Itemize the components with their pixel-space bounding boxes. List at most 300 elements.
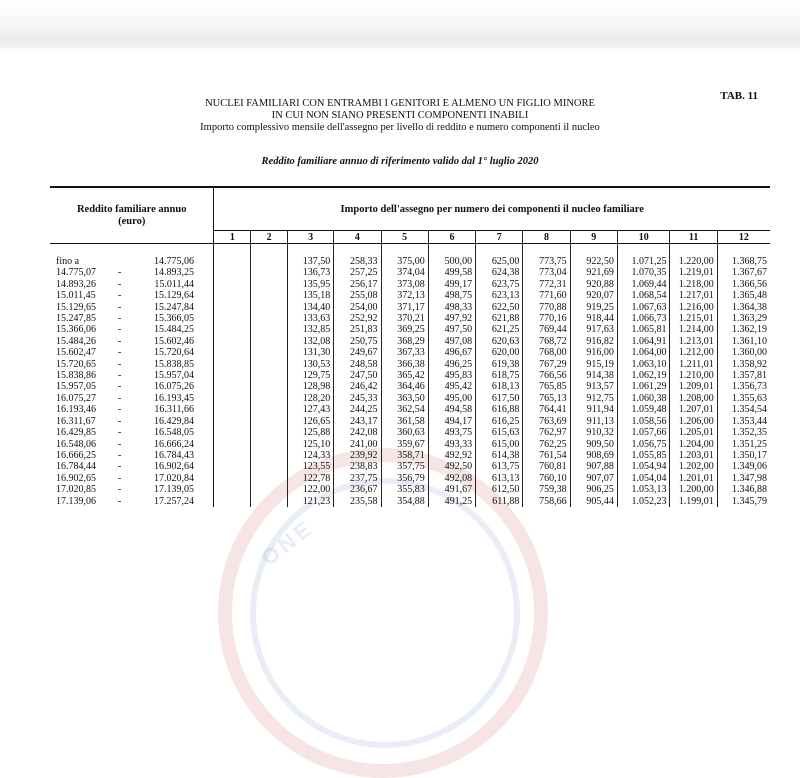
income-range-sep: - [118,381,122,393]
amount-cell [251,450,288,461]
income-range-cell [50,370,214,381]
amount-cell: 1.211,01 [670,359,717,370]
table-row [50,473,770,484]
amount-cell [251,404,288,415]
income-range-to: 15.129,64 [154,290,194,302]
amount-cell [214,359,251,370]
amount-cell [251,461,288,472]
amount-cell: 128,98 [288,381,334,392]
amount-cell: 760,81 [523,461,570,472]
amount-cell: 625,00 [476,256,523,267]
amount-cell [251,381,288,392]
amount-cell: 360,63 [381,427,428,438]
amount-cell: 250,75 [334,336,381,347]
table-row [50,359,770,370]
member-count-col-9: 9 [570,231,617,244]
amount-cell: 137,50 [288,256,334,267]
income-range-cell [50,427,214,438]
income-range-sep: - [118,347,122,359]
amount-cell: 758,66 [523,496,570,507]
amount-cell: 1.200,00 [670,484,717,495]
amount-cell: 616,88 [476,404,523,415]
amount-cell: 615,00 [476,439,523,450]
income-range-sep: - [118,290,122,302]
amount-cell [214,381,251,392]
amount-cell: 246,42 [334,381,381,392]
amount-cell: 618,13 [476,381,523,392]
income-range-to: 15.247,84 [154,301,194,313]
member-count-col-7: 7 [476,231,523,244]
amount-cell: 249,67 [334,347,381,358]
income-range-sep: - [118,335,122,347]
amount-cell: 359,67 [381,439,428,450]
income-range-from: 14.775,07 [56,267,96,279]
amount-cell: 616,25 [476,416,523,427]
amount-cell [251,324,288,335]
amount-cell: 623,13 [476,290,523,301]
amount-cell: 771,60 [523,290,570,301]
amount-cell: 1.059,48 [617,404,670,415]
amount-cell: 919,25 [570,302,617,313]
amount-cell: 917,63 [570,324,617,335]
amount-cell: 356,79 [381,473,428,484]
income-range-sep: - [118,461,122,473]
amount-cell: 1.064,00 [617,347,670,358]
income-range-cell [50,393,214,404]
income-range-cell [50,279,214,290]
income-range-to: 16.548,05 [154,427,194,439]
amount-cell: 371,17 [381,302,428,313]
table-row [50,381,770,392]
amount-cell: 912,75 [570,393,617,404]
amount-cell: 1.065,81 [617,324,670,335]
income-range-sep: - [118,392,122,404]
amount-cell: 492,08 [428,473,475,484]
amount-cell: 764,41 [523,404,570,415]
income-range-from: 16.193,46 [56,404,96,416]
table-row [50,267,770,278]
amount-cell: 759,38 [523,484,570,495]
amount-cell: 1.345,79 [732,495,767,507]
amount-cell: 1.061,29 [617,381,670,392]
title-line-3: Importo complessivo mensile dell'assegno per livello di reddito e numero componenti il nucleo [200,122,600,133]
amount-cell: 357,75 [381,461,428,472]
amount-cell [251,313,288,324]
amount-cell [251,484,288,495]
amount-cell [251,347,288,358]
amount-cell: 1.210,00 [670,370,717,381]
amount-cell: 491,67 [428,484,475,495]
amount-cell: 134,40 [288,302,334,313]
amount-cell: 1.199,01 [670,496,717,507]
amount-cell: 763,69 [523,416,570,427]
income-range-sep: - [118,278,122,290]
amount-cell: 492,92 [428,450,475,461]
income-range-sep: - [118,301,122,313]
amount-cell: 247,50 [334,370,381,381]
amount-cell: 238,83 [334,461,381,472]
table-row [50,302,770,313]
amount-cell: 122,78 [288,473,334,484]
amount-cell [251,393,288,404]
amount-cell: 1.364,38 [732,301,767,313]
amount-cell: 622,50 [476,302,523,313]
amount-cell [251,267,288,278]
amount-cell: 914,38 [570,370,617,381]
amount-cell: 1.346,88 [732,484,767,496]
amount-cell: 1.060,38 [617,393,670,404]
income-range-to: 14.775,06 [154,256,194,267]
income-range-from: 16.311,67 [56,415,96,427]
amount-cell: 769,44 [523,324,570,335]
table-row [50,313,770,324]
amount-cell: 495,83 [428,370,475,381]
amount-cell: 1.206,00 [670,416,717,427]
amount-cell: 236,67 [334,484,381,495]
amount-cell: 907,07 [570,473,617,484]
amount-cell: 624,38 [476,267,523,278]
income-range-cell [50,347,214,358]
amount-cell [251,439,288,450]
amount-cell: 135,18 [288,290,334,301]
amount-cell: 765,13 [523,393,570,404]
income-range-cell [50,461,214,472]
amount-cell: 363,50 [381,393,428,404]
viewer-top-band [0,0,800,50]
table-row [50,256,770,267]
amount-cell: 1.216,00 [670,302,717,313]
amount-cell: 620,63 [476,336,523,347]
table-row [50,393,770,404]
amount-cell: 369,25 [381,324,428,335]
amount-cell: 1.349,06 [732,461,767,473]
allowance-table-body [50,244,770,507]
income-range-to: 15.838,85 [154,358,194,370]
amount-cell: 131,30 [288,347,334,358]
income-range-from: 16.666,25 [56,449,96,461]
amount-cell: 1.053,13 [617,484,670,495]
amount-cell: 1.220,00 [670,256,717,267]
income-range-cell [50,416,214,427]
amount-cell: 913,57 [570,381,617,392]
amount-cell: 125,88 [288,427,334,438]
income-range-to: 16.784,43 [154,449,194,461]
income-range-to: 15.484,25 [154,324,194,336]
amount-group-header: Importo dell'assegno per numero dei componenti il nucleo familiare [214,188,770,231]
income-range-from: 16.075,27 [56,392,96,404]
amount-cell: 127,43 [288,404,334,415]
amount-cell: 1.212,00 [670,347,717,358]
amount-cell [251,256,288,267]
amount-cell: 255,08 [334,290,381,301]
amount-cell: 1.209,01 [670,381,717,392]
income-range-to: 17.257,24 [154,495,194,507]
amount-cell [251,336,288,347]
income-header-text: Reddito familiare annuo (euro) [76,203,187,227]
amount-cell [251,302,288,313]
amount-cell [214,313,251,324]
amount-cell: 1.055,85 [617,450,670,461]
amount-cell: 761,54 [523,450,570,461]
amount-cell [214,404,251,415]
amount-cell: 1.215,01 [670,313,717,324]
amount-cell: 613,13 [476,473,523,484]
amount-cell: 372,13 [381,290,428,301]
amount-cell: 908,69 [570,450,617,461]
amount-cell: 906,25 [570,484,617,495]
amount-cell: 494,58 [428,404,475,415]
amount-cell: 492,50 [428,461,475,472]
income-range-from: 14.893,26 [56,278,96,290]
amount-cell: 499,58 [428,267,475,278]
amount-cell: 239,92 [334,450,381,461]
amount-cell: 615,63 [476,427,523,438]
amount-cell: 130,53 [288,359,334,370]
amount-cell: 243,17 [334,416,381,427]
amount-cell: 361,58 [381,416,428,427]
amount-cell: 364,46 [381,381,428,392]
amount-cell: 235,58 [334,496,381,507]
amount-cell: 1.067,63 [617,302,670,313]
amount-cell: 132,85 [288,324,334,335]
amount-cell [214,324,251,335]
amount-cell: 773,04 [523,267,570,278]
amount-cell: 772,31 [523,279,570,290]
amount-cell: 1.054,04 [617,473,670,484]
amount-cell: 1.352,35 [732,427,767,439]
amount-cell: 1.202,00 [670,461,717,472]
income-range-sep: - [118,370,122,382]
table-row [50,370,770,381]
income-range-to: 16.429,84 [154,415,194,427]
amount-cell: 252,92 [334,313,381,324]
income-range-to: 17.139,05 [154,484,194,496]
table-spacer-row [50,244,770,257]
income-range-to: 16.902,64 [154,461,194,473]
amount-cell: 1.057,66 [617,427,670,438]
amount-cell: 1.368,75 [732,256,767,267]
table-row [50,404,770,415]
amount-cell: 1.219,01 [670,267,717,278]
amount-cell [251,416,288,427]
amount-cell: 922,50 [570,256,617,267]
amount-cell: 760,10 [523,473,570,484]
income-range-cell [50,336,214,347]
income-range-sep: - [118,313,122,325]
table-row [50,450,770,461]
amount-cell: 1.218,00 [670,279,717,290]
amount-cell [214,484,251,495]
table-row [50,336,770,347]
amount-cell: 1.213,01 [670,336,717,347]
amount-cell [214,439,251,450]
amount-cell: 918,44 [570,313,617,324]
amount-cell: 375,00 [381,256,428,267]
amount-cell [251,279,288,290]
amount-cell [251,370,288,381]
amount-cell: 373,08 [381,279,428,290]
income-range-from: 15.129,65 [56,301,96,313]
amount-cell: 915,19 [570,359,617,370]
table-row [50,496,770,507]
amount-cell [214,461,251,472]
amount-cell: 909,50 [570,439,617,450]
seal-watermark-lettering: ONE [256,514,319,571]
amount-cell: 1.353,44 [732,415,767,427]
amount-cell: 623,75 [476,279,523,290]
title-line-2: IN CUI NON SIANO PRESENTI COMPONENTI INABILI [271,110,529,121]
income-range-sep: - [118,324,122,336]
income-range-from: 17.139,06 [56,495,96,507]
amount-cell: 495,00 [428,393,475,404]
amount-cell [214,347,251,358]
amount-cell: 619,38 [476,359,523,370]
income-range-to: 17.020,84 [154,472,194,484]
amount-cell: 493,75 [428,427,475,438]
amount-cell: 370,21 [381,313,428,324]
income-range-from: 15.366,06 [56,324,96,336]
income-range-sep: - [118,484,122,496]
income-range-cell [50,313,214,324]
amount-cell: 1.068,54 [617,290,670,301]
amount-cell: 1.362,19 [732,324,767,336]
income-range-from: 16.902,65 [56,472,96,484]
amount-cell: 905,44 [570,496,617,507]
amount-cell: 911,94 [570,404,617,415]
amount-cell: 765,85 [523,381,570,392]
member-count-col-10: 10 [617,231,670,244]
table-number-label: TAB. 11 [720,90,758,102]
income-range-to: 16.075,26 [154,381,194,393]
amount-cell [214,496,251,507]
amount-cell: 500,00 [428,256,475,267]
amount-cell [214,336,251,347]
amount-cell: 368,29 [381,336,428,347]
amount-cell: 1.066,73 [617,313,670,324]
income-range-cell [50,496,214,507]
income-range-from: 15.484,26 [56,335,96,347]
reference-period-subtitle: Reddito familiare annuo di riferimento valido dal 1° luglio 2020 [261,156,539,167]
amount-cell: 1.351,25 [732,438,767,450]
table-row [50,439,770,450]
income-range-from: 15.720,65 [56,358,96,370]
amount-cell: 911,13 [570,416,617,427]
amount-cell: 135,95 [288,279,334,290]
amount-cell: 1.063,10 [617,359,670,370]
member-count-col-3: 3 [288,231,334,244]
amount-cell: 1.366,56 [732,278,767,290]
amount-cell: 258,33 [334,256,381,267]
amount-cell: 1.056,75 [617,439,670,450]
amount-cell: 1.203,01 [670,450,717,461]
member-count-col-8: 8 [523,231,570,244]
income-range-sep: - [118,472,122,484]
amount-cell: 1.356,73 [732,381,767,393]
income-range-from: 15.602,47 [56,347,96,359]
amount-cell: 251,83 [334,324,381,335]
table-row [50,484,770,495]
amount-cell: 768,72 [523,336,570,347]
amount-cell: 257,25 [334,267,381,278]
table-row [50,427,770,438]
amount-cell: 1.054,94 [617,461,670,472]
amount-cell [214,473,251,484]
amount-cell: 1.361,10 [732,335,767,347]
table-row [50,279,770,290]
income-range-from: 16.429,85 [56,427,96,439]
member-count-col-4: 4 [334,231,381,244]
member-count-col-6: 6 [428,231,475,244]
allowance-table-container [50,186,770,602]
amount-cell: 1.201,01 [670,473,717,484]
income-range-sep: - [118,438,122,450]
table-row [50,290,770,301]
amount-cell: 1.058,56 [617,416,670,427]
amount-cell: 497,50 [428,324,475,335]
amount-cell: 242,08 [334,427,381,438]
amount-cell: 256,17 [334,279,381,290]
member-count-col-11: 11 [670,231,717,244]
income-range-sep: - [118,415,122,427]
amount-cell: 133,63 [288,313,334,324]
amount-cell [251,290,288,301]
amount-cell: 621,88 [476,313,523,324]
income-range-to: 15.366,05 [154,313,194,325]
amount-cell: 495,42 [428,381,475,392]
income-range-from: 16.784,44 [56,461,96,473]
amount-cell: 365,42 [381,370,428,381]
amount-cell: 496,67 [428,347,475,358]
amount-cell: 491,25 [428,496,475,507]
amount-cell: 613,75 [476,461,523,472]
income-range-from: 16.548,06 [56,438,96,450]
income-range-cell [50,290,214,301]
amount-cell: 773,75 [523,256,570,267]
amount-cell: 916,00 [570,347,617,358]
amount-cell: 768,00 [523,347,570,358]
table-row [50,461,770,472]
income-range-cell [50,381,214,392]
amount-cell: 1.363,29 [732,313,767,325]
amount-cell [214,279,251,290]
amount-cell [214,393,251,404]
income-range-to: 16.311,66 [154,404,194,416]
income-range-cell [50,450,214,461]
income-range-to: 16.193,45 [154,392,194,404]
amount-cell: 122,00 [288,484,334,495]
income-range-sep: - [118,427,122,439]
income-range-to: 15.720,64 [154,347,194,359]
amount-cell: 123,55 [288,461,334,472]
amount-cell: 1.354,54 [732,404,767,416]
amount-cell: 920,88 [570,279,617,290]
table-row [50,324,770,335]
income-range-to: 16.666,24 [154,438,194,450]
amount-cell: 1.360,00 [732,347,767,359]
amount-cell: 617,50 [476,393,523,404]
member-count-col-2: 2 [251,231,288,244]
income-range-cell [50,302,214,313]
amount-cell: 1.367,67 [732,267,767,279]
amount-cell: 494,17 [428,416,475,427]
amount-cell: 1.357,81 [732,370,767,382]
amount-cell: 620,00 [476,347,523,358]
amount-cell [214,290,251,301]
amount-cell: 132,08 [288,336,334,347]
member-count-col-5: 5 [381,231,428,244]
amount-cell [214,370,251,381]
amount-cell [214,450,251,461]
